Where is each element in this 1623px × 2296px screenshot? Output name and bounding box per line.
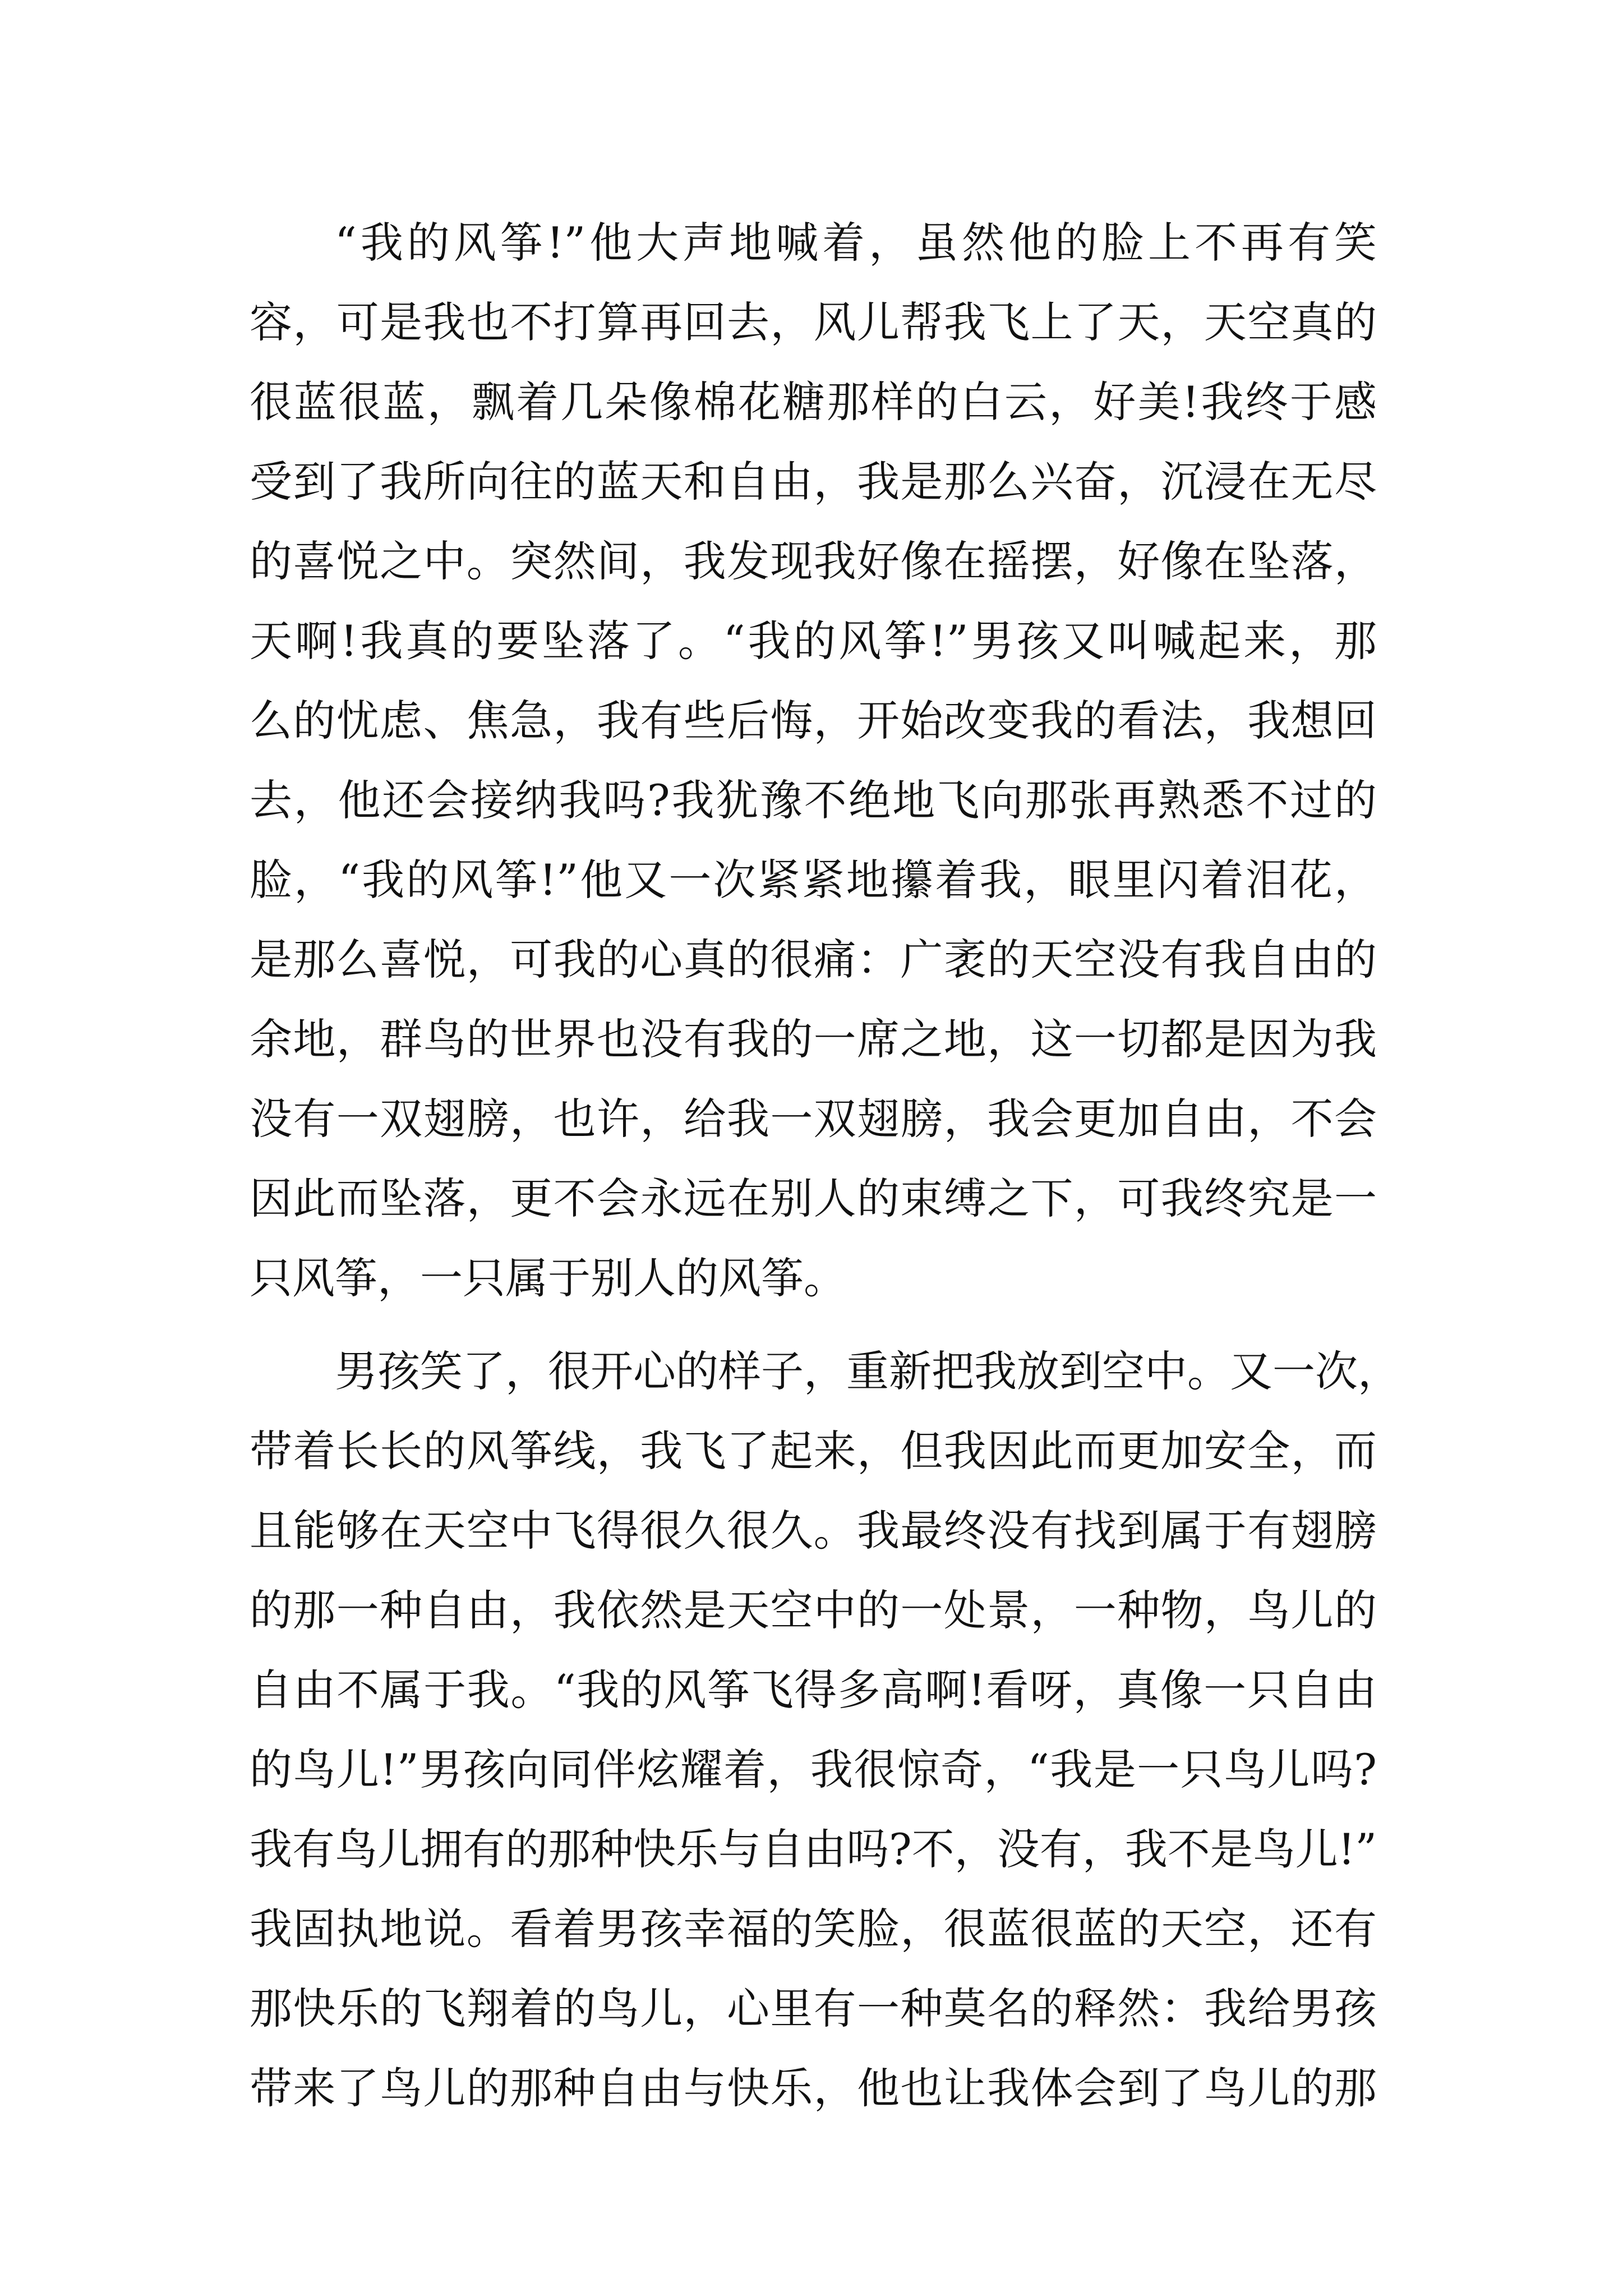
text-line: 余地，群鸟的世界也没有我的一席之地，这一切都是因为我 [250,1014,1377,1064]
text-line: 受到了我所向往的蓝天和自由，我是那么兴奋，沉浸在无尽 [250,457,1377,507]
body-text [250,203,1400,2128]
text-line: 我有鸟儿拥有的那种快乐与自由吗?不，没有，我不是鸟儿!” [250,1824,1377,1874]
text-line: 只风筝，一只属于别人的风筝。 [250,1253,846,1303]
text-line: 因此而坠落，更不会永远在别人的束缚之下，可我终究是一 [250,1174,1377,1223]
text-line: 的喜悦之中。突然间，我发现我好像在摇摆，好像在坠落， [250,536,1377,586]
paragraph-spacer [250,1318,1377,1332]
text-line: 么的忧虑、焦急，我有些后悔，开始改变我的看法，我想回 [250,696,1377,746]
text-line: “我的风筝!”他大声地喊着，虽然他的脸上不再有笑 [335,218,1377,268]
text-line: 且能够在天空中飞得很久很久。我最终没有找到属于有翅膀 [250,1506,1377,1556]
text-line: 天啊!我真的要坠落了。“我的风筝!”男孩又叫喊起来，那 [250,616,1377,666]
text-line: 带着长长的风筝线，我飞了起来，但我因此而更加安全，而 [250,1426,1377,1476]
text-line: 的鸟儿!”男孩向同伴炫耀着，我很惊奇，“我是一只鸟儿吗? [250,1745,1377,1795]
text-line: 自由不属于我。“我的风筝飞得多高啊!看呀，真像一只自由 [250,1665,1377,1715]
text-line: 没有一双翅膀，也许，给我一双翅膀，我会更加自由，不会 [250,1094,1377,1144]
text-line: 是那么喜悦，可我的心真的很痛：广袤的天空没有我自由的 [250,935,1377,984]
paragraph-1 [250,203,1377,1318]
text-line: 去，他还会接纳我吗?我犹豫不绝地飞向那张再熟悉不过的 [250,775,1377,825]
text-line: 的那一种自由，我依然是天空中的一处景，一种物，鸟儿的 [250,1585,1377,1635]
text-line: 那快乐的飞翔着的鸟儿，心里有一种莫名的释然：我给男孩 [250,1984,1377,2033]
text-line: 带来了鸟儿的那种自由与快乐，他也让我体会到了鸟儿的那 [250,2063,1377,2113]
text-line: 我固执地说。看着男孩幸福的笑脸，很蓝很蓝的天空，还有 [250,1904,1377,1954]
text-line: 脸，“我的风筝!”他又一次紧紧地攥着我，眼里闪着泪花， [250,855,1377,905]
text-line: 容，可是我也不打算再回去，风儿帮我飞上了天，天空真的 [250,297,1377,347]
text-line: 很蓝很蓝，飘着几朵像棉花糖那样的白云，好美!我终于感 [250,377,1377,427]
paragraph-2 [250,1332,1400,2128]
text-line: 男孩笑了，很开心的样子，重新把我放到空中。又一次， [335,1346,1400,1396]
